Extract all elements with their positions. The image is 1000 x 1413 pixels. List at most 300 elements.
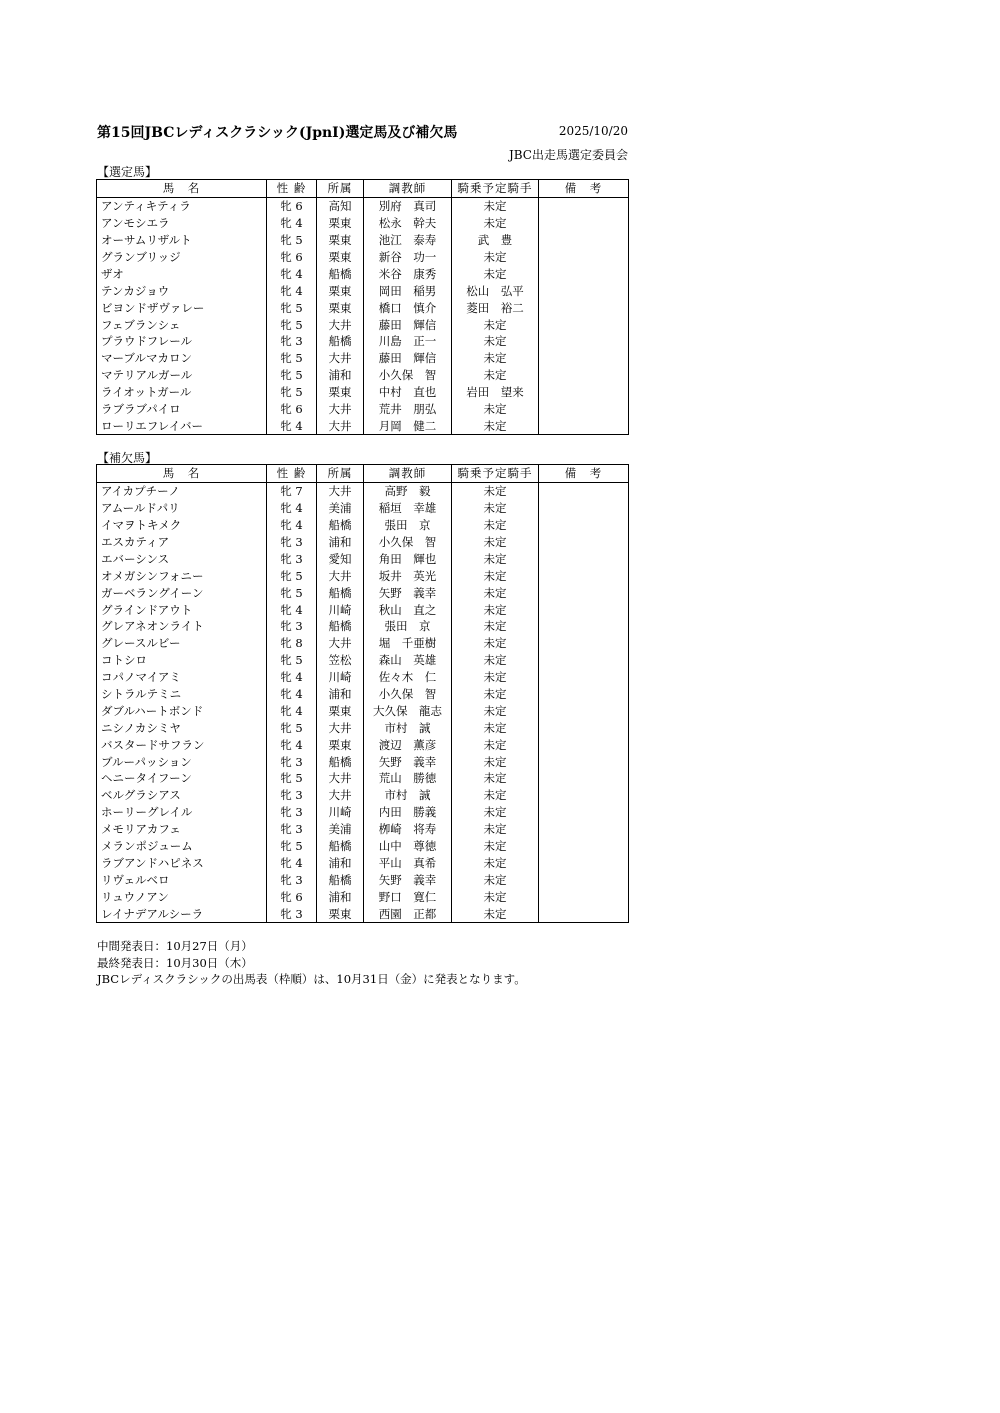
sex-age-cell: 牝 4 [267,686,317,703]
stable-cell: 栗東 [317,736,364,753]
trainer-cell: 森山 英雄 [364,652,452,669]
publish-date: 2025/10/20 [558,124,628,138]
jockey-cell: 未定 [452,350,539,367]
table-row [97,232,629,249]
remarks-cell [539,350,629,367]
stable-cell: 大井 [317,350,364,367]
jockey-cell: 未定 [452,367,539,384]
table-row [97,567,629,584]
horse-name-cell: テンカジョウ [97,282,267,299]
horse-name-cell: フェブランシェ [97,316,267,333]
stable-cell: 大井 [317,770,364,787]
remarks-cell [539,770,629,787]
remarks-cell [539,500,629,517]
sex-age-cell: 牝 3 [267,804,317,821]
stable-cell: 川崎 [317,669,364,686]
sex-age-cell: 牝 5 [267,567,317,584]
trainer-cell: 矢野 義幸 [364,871,452,888]
jockey-cell: 未定 [452,482,539,499]
table-row [97,871,629,888]
horse-name-cell: ラブラブパイロ [97,401,267,418]
stable-cell: 大井 [317,316,364,333]
sex-age-cell: 牝 4 [267,215,317,232]
remarks-cell [539,618,629,635]
horse-name-cell: ヘニータイフーン [97,770,267,787]
sex-age-cell: 牝 3 [267,534,317,551]
remarks-cell [539,635,629,652]
jockey-cell: 未定 [452,333,539,350]
sex-age-cell: 牝 3 [267,821,317,838]
trainer-cell: 小久保 智 [364,686,452,703]
sex-age-cell: 牝 3 [267,333,317,350]
reserve-section-label: 【補欠馬】 [97,451,158,465]
jockey-cell: 未定 [452,770,539,787]
remarks-cell [539,854,629,871]
sex-age-cell: 牝 4 [267,517,317,534]
trainer-cell: 坂井 英光 [364,567,452,584]
remarks-cell [539,905,629,922]
trainer-cell: 渡辺 薫彦 [364,736,452,753]
trainer-cell: 岡田 稲男 [364,282,452,299]
jockey-cell: 未定 [452,401,539,418]
remarks-cell [539,401,629,418]
remarks-cell [539,601,629,618]
sex-age-cell: 牝 6 [267,888,317,905]
jockey-cell: 未定 [452,821,539,838]
jockey-cell: 未定 [452,854,539,871]
horse-name-cell: エバーシンス [97,550,267,567]
remarks-cell [539,367,629,384]
stable-cell: 栗東 [317,384,364,401]
stable-cell: 浦和 [317,686,364,703]
stable-cell: 船橋 [317,871,364,888]
col-header-trainer: 調教師 [364,180,452,198]
stable-cell: 浦和 [317,854,364,871]
sex-age-cell: 牝 3 [267,550,317,567]
table-row [97,635,629,652]
jockey-cell: 未定 [452,669,539,686]
remarks-cell [539,719,629,736]
table-row [97,601,629,618]
jockey-cell: 未定 [452,249,539,266]
stable-cell: 浦和 [317,888,364,905]
horse-name-cell: プラウドフレール [97,333,267,350]
table-row [97,197,629,214]
stable-cell: 大井 [317,635,364,652]
trainer-cell: 矢野 義幸 [364,584,452,601]
trainer-cell: 野口 寛仁 [364,888,452,905]
jockey-cell: 未定 [452,736,539,753]
table-row [97,550,629,567]
stable-cell: 川崎 [317,804,364,821]
remarks-cell [539,821,629,838]
table-row [97,753,629,770]
stable-cell: 大井 [317,482,364,499]
horse-name-cell: アムールドパリ [97,500,267,517]
col-header-sex-age: 性 齢 [267,180,317,198]
jockey-cell: 菱田 裕二 [452,299,539,316]
trainer-cell: 西園 正都 [364,905,452,922]
table-row [97,316,629,333]
sex-age-cell: 牝 4 [267,265,317,282]
jockey-cell: 武 豊 [452,232,539,249]
horse-name-cell: ブルーパッション [97,753,267,770]
stable-cell: 船橋 [317,333,364,350]
table-row [97,333,629,350]
col-header-trainer: 調教師 [364,465,452,483]
trainer-cell: 小久保 智 [364,367,452,384]
trainer-cell: 荒山 勝徳 [364,770,452,787]
horse-name-cell: マーブルマカロン [97,350,267,367]
trainer-cell: 山中 尊徳 [364,838,452,855]
horse-name-cell: ザオ [97,265,267,282]
sex-age-cell: 牝 5 [267,232,317,249]
remarks-cell [539,838,629,855]
horse-name-cell: グレースルビー [97,635,267,652]
horse-name-cell: オメガシンフォニー [97,567,267,584]
remarks-cell [539,871,629,888]
trainer-cell: 市村 誠 [364,787,452,804]
col-header-name: 馬 名 [97,465,267,483]
horse-name-cell: コパノマイアミ [97,669,267,686]
stable-cell: 美浦 [317,821,364,838]
horse-name-cell: レイナデアルシーラ [97,905,267,922]
horse-name-cell: リヴェルベロ [97,871,267,888]
table-row [97,854,629,871]
horse-name-cell: マテリアルガール [97,367,267,384]
selected-horses-table [96,179,629,435]
table-row [97,686,629,703]
jockey-cell: 未定 [452,417,539,434]
horse-name-cell: ベルグラシアス [97,787,267,804]
remarks-cell [539,282,629,299]
stable-cell: 栗東 [317,215,364,232]
horse-name-cell: ダブルハートボンド [97,702,267,719]
col-header-remarks: 備 考 [539,180,629,198]
col-header-stable: 所属 [317,465,364,483]
trainer-cell: 小久保 智 [364,534,452,551]
horse-name-cell: コトシロ [97,652,267,669]
horse-name-cell: ビヨンドザヴァレー [97,299,267,316]
trainer-cell: 米谷 康秀 [364,265,452,282]
trainer-cell: 佐々木 仁 [364,669,452,686]
horse-name-cell: ガーベラングイーン [97,584,267,601]
trainer-cell: 荒井 朋弘 [364,401,452,418]
horse-name-cell: アイカプチーノ [97,482,267,499]
remarks-cell [539,652,629,669]
announcement-notes [97,938,526,988]
table-row [97,249,629,266]
remarks-cell [539,299,629,316]
table-row [97,669,629,686]
sex-age-cell: 牝 6 [267,249,317,266]
jockey-cell: 未定 [452,719,539,736]
trainer-cell: 張田 京 [364,618,452,635]
jockey-cell: 未定 [452,215,539,232]
note-post-position: JBCレディスクラシックの出馬表（枠順）は、10月31日（金）に発表となります。 [97,972,526,986]
sex-age-cell: 牝 6 [267,197,317,214]
sex-age-cell: 牝 3 [267,618,317,635]
trainer-cell: 松永 幹夫 [364,215,452,232]
remarks-cell [539,888,629,905]
stable-cell: 船橋 [317,517,364,534]
note-interim-date: 中間発表日：10月27日（月） [97,939,253,953]
table-row [97,417,629,434]
table-row [97,838,629,855]
remarks-cell [539,669,629,686]
trainer-cell: 市村 誠 [364,719,452,736]
sex-age-cell: 牝 5 [267,316,317,333]
trainer-cell: 月岡 健二 [364,417,452,434]
trainer-cell: 橋口 慎介 [364,299,452,316]
table-row [97,652,629,669]
stable-cell: 笠松 [317,652,364,669]
jockey-cell: 未定 [452,905,539,922]
stable-cell: 船橋 [317,753,364,770]
remarks-cell [539,787,629,804]
horse-name-cell: メランポジューム [97,838,267,855]
jockey-cell: 未定 [452,601,539,618]
trainer-cell: 大久保 龍志 [364,702,452,719]
col-header-sex-age: 性 齢 [267,465,317,483]
issuer: JBC出走馬選定委員会 [508,148,628,162]
trainer-cell: 角田 輝也 [364,550,452,567]
sex-age-cell: 牝 4 [267,669,317,686]
sex-age-cell: 牝 8 [267,635,317,652]
sex-age-cell: 牝 5 [267,584,317,601]
horse-name-cell: アンモシエラ [97,215,267,232]
horse-name-cell: ホーリーグレイル [97,804,267,821]
jockey-cell: 岩田 望来 [452,384,539,401]
remarks-cell [539,550,629,567]
sex-age-cell: 牝 3 [267,787,317,804]
table-row [97,215,629,232]
stable-cell: 栗東 [317,232,364,249]
stable-cell: 栗東 [317,905,364,922]
col-header-stable: 所属 [317,180,364,198]
remarks-cell [539,686,629,703]
trainer-cell: 池江 泰寿 [364,232,452,249]
horse-name-cell: アンティキティラ [97,197,267,214]
trainer-cell: 中村 直也 [364,384,452,401]
jockey-cell: 未定 [452,635,539,652]
stable-cell: 船橋 [317,838,364,855]
col-header-jockey: 騎乗予定騎手 [452,180,539,198]
jockey-cell: 未定 [452,534,539,551]
remarks-cell [539,702,629,719]
selected-section-label: 【選定馬】 [97,165,158,179]
table-row [97,618,629,635]
trainer-cell: 新谷 功一 [364,249,452,266]
remarks-cell [539,215,629,232]
remarks-cell [539,804,629,821]
sex-age-cell: 牝 5 [267,350,317,367]
sex-age-cell: 牝 7 [267,482,317,499]
table-row [97,500,629,517]
horse-name-cell: オーサムリザルト [97,232,267,249]
table-header-row [97,465,629,483]
sex-age-cell: 牝 3 [267,753,317,770]
horse-name-cell: グラインドアウト [97,601,267,618]
col-header-jockey: 騎乗予定騎手 [452,465,539,483]
remarks-cell [539,197,629,214]
trainer-cell: 高野 毅 [364,482,452,499]
jockey-cell: 未定 [452,550,539,567]
trainer-cell: 張田 京 [364,517,452,534]
sex-age-cell: 牝 4 [267,736,317,753]
stable-cell: 船橋 [317,265,364,282]
jockey-cell: 未定 [452,500,539,517]
horse-name-cell: シトラルテミニ [97,686,267,703]
trainer-cell: 栁崎 将寿 [364,821,452,838]
horse-name-cell: ニシノカシミヤ [97,719,267,736]
sex-age-cell: 牝 5 [267,838,317,855]
stable-cell: 浦和 [317,367,364,384]
note-final-date: 最終発表日：10月30日（木） [97,955,253,970]
trainer-cell: 秋山 直之 [364,601,452,618]
sex-age-cell: 牝 5 [267,652,317,669]
sex-age-cell: 牝 5 [267,367,317,384]
sex-age-cell: 牝 4 [267,417,317,434]
table-row [97,517,629,534]
remarks-cell [539,265,629,282]
remarks-cell [539,249,629,266]
jockey-cell: 未定 [452,197,539,214]
jockey-cell: 未定 [452,517,539,534]
sex-age-cell: 牝 5 [267,719,317,736]
remarks-cell [539,517,629,534]
document-title: 第15回JBCレディスクラシック(JpnⅠ)選定馬及び補欠馬 [97,125,458,141]
sex-age-cell: 牝 3 [267,871,317,888]
jockey-cell: 未定 [452,316,539,333]
stable-cell: 栗東 [317,249,364,266]
jockey-cell: 未定 [452,702,539,719]
table-row [97,821,629,838]
table-row [97,736,629,753]
jockey-cell: 未定 [452,804,539,821]
jockey-cell: 未定 [452,652,539,669]
stable-cell: 大井 [317,401,364,418]
sex-age-cell: 牝 5 [267,384,317,401]
trainer-cell: 稲垣 幸雄 [364,500,452,517]
stable-cell: 船橋 [317,584,364,601]
horse-name-cell: グレアネオンライト [97,618,267,635]
table-row [97,770,629,787]
horse-name-cell: リュウノアン [97,888,267,905]
stable-cell: 大井 [317,787,364,804]
table-row [97,265,629,282]
table-row [97,350,629,367]
table-row [97,584,629,601]
remarks-cell [539,736,629,753]
trainer-cell: 平山 真希 [364,854,452,871]
remarks-cell [539,482,629,499]
jockey-cell: 未定 [452,787,539,804]
jockey-cell: 未定 [452,567,539,584]
table-row [97,534,629,551]
col-header-name: 馬 名 [97,180,267,198]
sex-age-cell: 牝 4 [267,854,317,871]
table-row [97,482,629,499]
remarks-cell [539,753,629,770]
jockey-cell: 未定 [452,618,539,635]
remarks-cell [539,384,629,401]
stable-cell: 美浦 [317,500,364,517]
jockey-cell: 未定 [452,265,539,282]
reserve-horses-table [96,464,629,923]
table-row [97,804,629,821]
sex-age-cell: 牝 4 [267,601,317,618]
table-row [97,282,629,299]
stable-cell: 栗東 [317,282,364,299]
horse-name-cell: エスカティア [97,534,267,551]
horse-name-cell: グランブリッジ [97,249,267,266]
stable-cell: 浦和 [317,534,364,551]
stable-cell: 船橋 [317,618,364,635]
table-row [97,719,629,736]
trainer-cell: 矢野 義幸 [364,753,452,770]
table-header-row [97,180,629,198]
sex-age-cell: 牝 3 [267,905,317,922]
horse-name-cell: ローリエフレイバー [97,417,267,434]
horse-name-cell: ラブアンドハピネス [97,854,267,871]
table-row [97,367,629,384]
remarks-cell [539,417,629,434]
jockey-cell: 未定 [452,888,539,905]
jockey-cell: 未定 [452,584,539,601]
remarks-cell [539,567,629,584]
table-row [97,905,629,922]
jockey-cell: 未定 [452,838,539,855]
sex-age-cell: 牝 5 [267,299,317,316]
stable-cell: 大井 [317,719,364,736]
jockey-cell: 未定 [452,753,539,770]
remarks-cell [539,584,629,601]
stable-cell: 愛知 [317,550,364,567]
stable-cell: 大井 [317,567,364,584]
stable-cell: 高知 [317,197,364,214]
remarks-cell [539,333,629,350]
sex-age-cell: 牝 4 [267,500,317,517]
horse-name-cell: イマヲトキメク [97,517,267,534]
stable-cell: 川崎 [317,601,364,618]
sex-age-cell: 牝 5 [267,770,317,787]
stable-cell: 栗東 [317,299,364,316]
sex-age-cell: 牝 6 [267,401,317,418]
trainer-cell: 藤田 輝信 [364,316,452,333]
table-row [97,702,629,719]
stable-cell: 栗東 [317,702,364,719]
stable-cell: 大井 [317,417,364,434]
table-row [97,401,629,418]
remarks-cell [539,232,629,249]
sex-age-cell: 牝 4 [267,702,317,719]
horse-name-cell: ライオットガール [97,384,267,401]
trainer-cell: 内田 勝義 [364,804,452,821]
remarks-cell [539,316,629,333]
col-header-remarks: 備 考 [539,465,629,483]
jockey-cell: 松山 弘平 [452,282,539,299]
sex-age-cell: 牝 4 [267,282,317,299]
table-row [97,787,629,804]
jockey-cell: 未定 [452,871,539,888]
horse-name-cell: バスタードサフラン [97,736,267,753]
table-row [97,384,629,401]
table-row [97,299,629,316]
trainer-cell: 別府 真司 [364,197,452,214]
jockey-cell: 未定 [452,686,539,703]
remarks-cell [539,534,629,551]
